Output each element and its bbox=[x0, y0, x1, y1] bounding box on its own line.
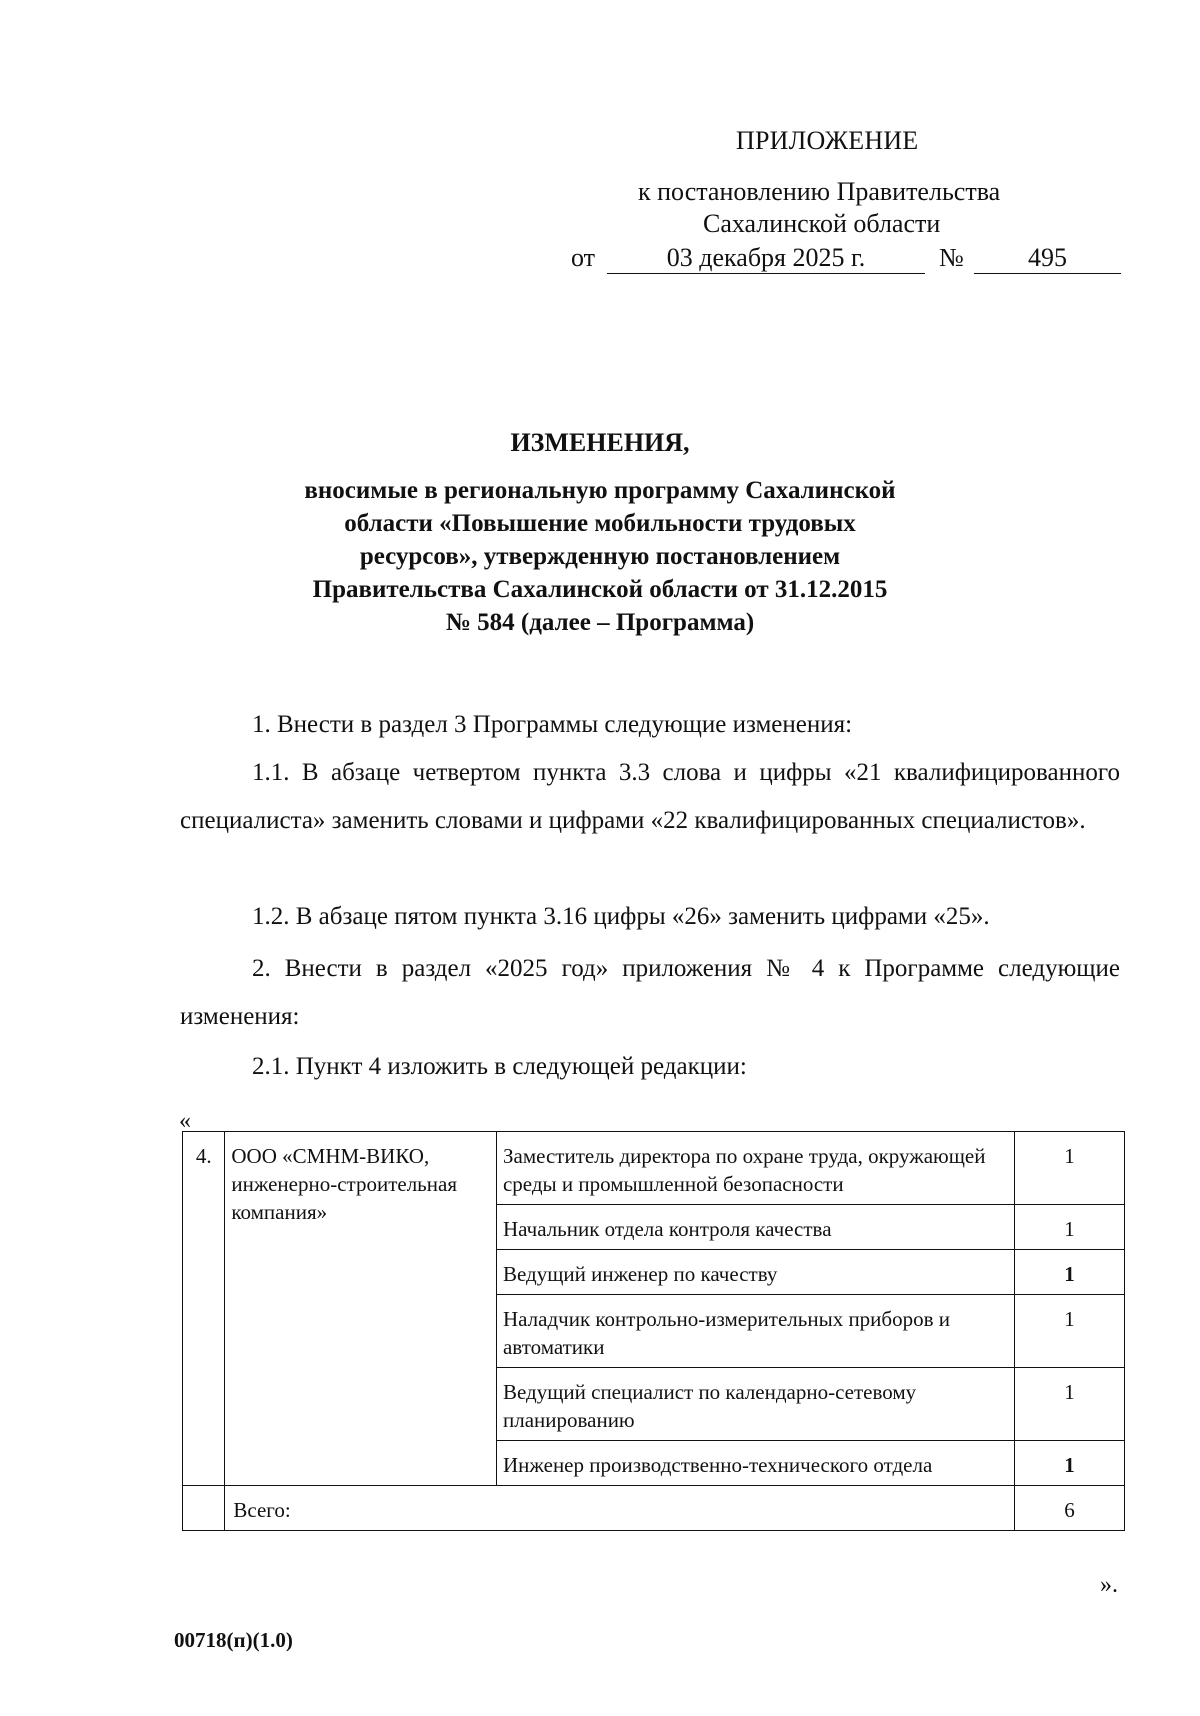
total-quantity-cell: 6 bbox=[1014, 1486, 1124, 1531]
table-row bbox=[183, 1132, 1125, 1205]
document-code: 00718(п)(1.0) bbox=[174, 1628, 293, 1652]
quote-open: « bbox=[179, 1108, 191, 1134]
position-cell: Ведущий специалист по календарно-сетевому планированию bbox=[496, 1368, 1014, 1441]
quantity-cell: 1 bbox=[1014, 1132, 1124, 1205]
subtitle-line: Правительства Сахалинской области от 31.12.2015 bbox=[312, 576, 888, 603]
organization-cell: ООО «СМНМ-ВИКО, инженерно-строительная компания» bbox=[225, 1132, 497, 1486]
resolution-number: 495 bbox=[974, 243, 1121, 274]
paragraph-2: 2. Внести в раздел «2025 год» приложения № 4 к Программе следующие изменения: bbox=[180, 955, 1120, 1030]
quantity-cell: 1 bbox=[1014, 1250, 1124, 1295]
number-sign: № bbox=[939, 243, 964, 272]
paragraph-1-1: 1.1. В абзаце четвертом пункта 3.3 слова и цифры «21 квалифицированного специалиста» заменить словами и цифрами «22 квалифицированных специалистов». bbox=[180, 759, 1120, 834]
date-prefix: от bbox=[571, 243, 596, 272]
appendix-resolution-line: к постановлению Правительства bbox=[638, 177, 1001, 206]
total-label-cell: Всего: bbox=[225, 1486, 1015, 1531]
quantity-cell: 1 bbox=[1014, 1441, 1124, 1486]
position-cell: Ведущий инженер по качеству bbox=[496, 1250, 1014, 1295]
amendment-table bbox=[182, 1131, 1125, 1531]
position-cell: Инженер производственно-технического отдела bbox=[496, 1441, 1014, 1486]
paragraph-2-1: 2.1. Пункт 4 изложить в следующей редакции: bbox=[252, 1053, 747, 1080]
appendix-region-line: Сахалинской области bbox=[703, 209, 941, 238]
table-total-row bbox=[183, 1486, 1125, 1531]
paragraph-1: 1. Внести в раздел 3 Программы следующие изменения: bbox=[252, 711, 853, 738]
position-cell: Наладчик контрольно-измерительных приборов и автоматики bbox=[496, 1295, 1014, 1368]
subtitle-line: № 584 (далее – Программа) bbox=[445, 609, 755, 636]
position-cell: Начальник отдела контроля качества bbox=[496, 1205, 1014, 1250]
paragraph-1-2: 1.2. В абзаце пятом пункта 3.16 цифры «26» заменить цифрами «25». bbox=[252, 903, 990, 930]
empty-cell bbox=[183, 1486, 225, 1531]
resolution-date: 03 декабря 2025 г. bbox=[607, 243, 925, 274]
appendix-title: ПРИЛОЖЕНИЕ bbox=[736, 126, 919, 155]
document-title: ИЗМЕНЕНИЯ, bbox=[510, 428, 690, 457]
document-subtitle bbox=[300, 474, 900, 639]
position-cell: Заместитель директора по охране труда, окружающей среды и промышленной безопасности bbox=[496, 1132, 1014, 1205]
quantity-cell: 1 bbox=[1014, 1368, 1124, 1441]
subtitle-line: области «Повышение мобильности трудовых bbox=[344, 510, 856, 537]
subtitle-line: ресурсов», утвержденную постановлением bbox=[359, 543, 841, 570]
quantity-cell: 1 bbox=[1014, 1205, 1124, 1250]
quantity-cell: 1 bbox=[1014, 1295, 1124, 1368]
row-number-cell: 4. bbox=[183, 1132, 225, 1486]
appendix-date-row bbox=[571, 243, 1121, 277]
quote-close: ». bbox=[1100, 1572, 1118, 1598]
subtitle-line: вносимые в региональную программу Сахалинской bbox=[304, 477, 896, 504]
